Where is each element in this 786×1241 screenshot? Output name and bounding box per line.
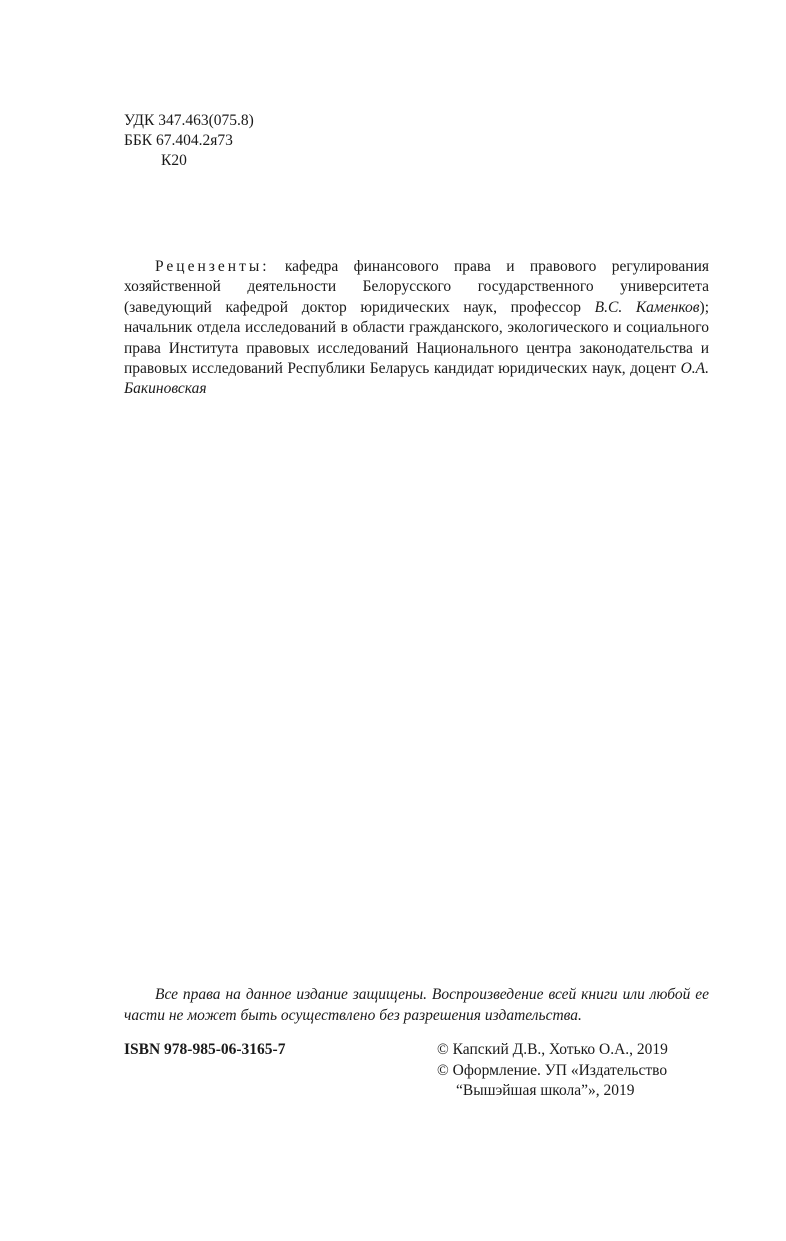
reviewers-paragraph bbox=[124, 257, 709, 400]
udk-code: УДК 347.463(075.8) bbox=[124, 112, 254, 129]
reviewers-text-part2: ); начальник отдела исследований в области гражданского, экологического и социального права Института правовых исследований Национального центра законодательства и правовых исследований Республики Беларусь кандидат юридических наук, доцент bbox=[124, 298, 709, 378]
classification-block bbox=[124, 111, 254, 171]
rights-notice bbox=[124, 985, 709, 1026]
copyright-block bbox=[437, 1040, 668, 1102]
copyright-publisher: “Вышэйшая школа”», 2019 bbox=[456, 1082, 635, 1099]
rights-notice-text: Все права на данное издание защищены. Воспроизведение всей книги или любой ее части не может быть осуществлено без разрешения издательства. bbox=[124, 986, 709, 1024]
reviewer2-name: О.А. Бакиновская bbox=[124, 360, 709, 398]
reviewers-label: Рецензенты: bbox=[155, 258, 270, 275]
reviewer1-name: В.С. Каменков bbox=[594, 298, 700, 316]
bbk-code: ББК 67.404.2я73 bbox=[124, 132, 233, 149]
isbn-number: ISBN 978-985-06-3165-7 bbox=[124, 1041, 286, 1058]
copyright-authors: © Капский Д.В., Хотько О.А., 2019 bbox=[437, 1041, 668, 1058]
author-mark: К20 bbox=[161, 152, 187, 169]
reviewers-text-part1: кафедра финансового права и правового регулирования хозяйственной деятельности Белорусского государственного университета (заведующий кафедрой доктор юридических наук, профессор bbox=[124, 258, 709, 316]
copyright-design: © Оформление. УП «Издательство bbox=[437, 1061, 668, 1079]
